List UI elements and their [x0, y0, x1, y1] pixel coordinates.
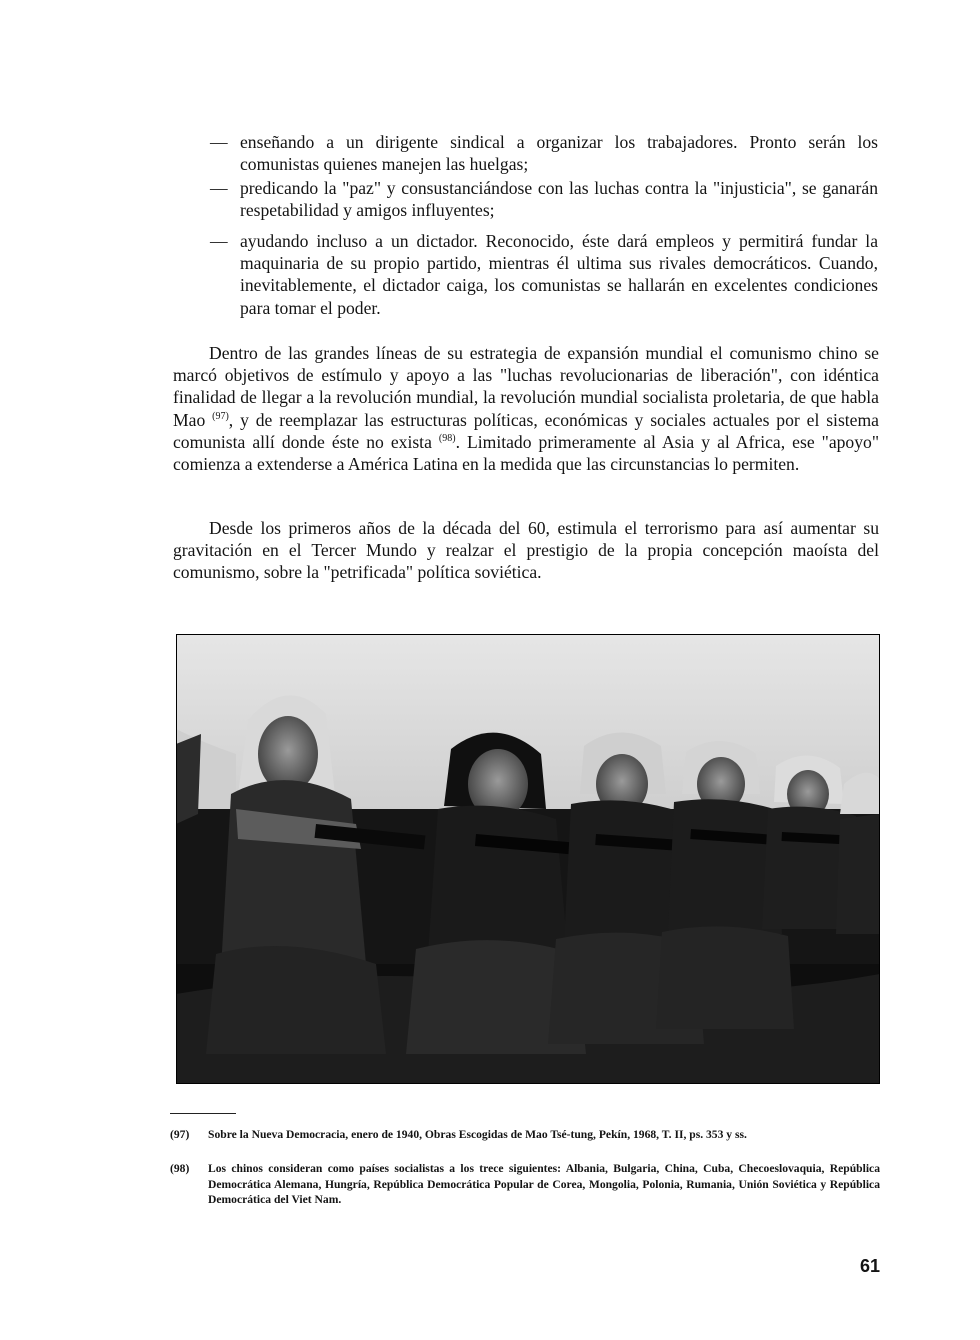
- bullet-dash: —: [210, 178, 228, 198]
- photograph: [176, 634, 880, 1084]
- photo-illustration: [176, 634, 880, 1084]
- footnote-rule: [170, 1113, 236, 1114]
- footnote-reference[interactable]: (98): [438, 432, 456, 444]
- paragraph-text: . Limitado primeramente al Asia y al Africa, ese "apoyo" comienza a extenderse a América Latina en la medida que las circunstancias lo permiten.: [173, 431, 880, 475]
- footnote-text: Sobre la Nueva Democracia, enero de 1940, Obras Escogidas de Mao Tsé-tung, Pekín, 1968, T. II, ps. 353 y ss.: [208, 1128, 747, 1141]
- paragraph-text: , y de reemplazar las estructuras políticas, económicas y sociales actuales por el sistema comunista allí donde éste no exista: [173, 409, 879, 452]
- bullet-dash: —: [210, 231, 228, 251]
- bullet-text: predicando la "paz" y consustanciándose con las luchas contra la "injusticia", se ganarán respetabilidad y amigos influyentes;: [240, 178, 878, 221]
- footnote: [170, 1161, 880, 1208]
- footnote-text: Los chinos consideran como países socialistas a los trece siguientes: Albania, Bulgaria, China, Cuba, Checoeslovaquia, República Democrática Alemana, Hungría, República Democrática Popular de Corea, Mongolia, Polonia, Rumania, Unión Soviética y República Democrática del Viet Nam.: [208, 1162, 880, 1207]
- bullet-text: enseñando a un dirigente sindical a organizar los trabajadores. Pronto serán los comunistas quienes manejen las huelgas;: [240, 132, 878, 175]
- footnote-number: (98): [170, 1162, 190, 1175]
- footnote-reference[interactable]: (97): [212, 410, 229, 422]
- body-paragraph: [173, 342, 879, 475]
- bullet-item: [210, 230, 878, 319]
- bullet-item: [210, 177, 878, 221]
- bullet-text: ayudando incluso a un dictador. Reconocido, éste dará empleos y permitirá fundar la maquinaria de su propio partido, mientras él ultima sus rivales democráticos. Cuando, inevitablemente, el dictador caiga, los comunistas se hallarán en excelentes condiciones para tomar el poder.: [240, 231, 878, 318]
- bullet-dash: —: [210, 132, 228, 152]
- page-number: 61: [859, 1256, 880, 1276]
- bullet-item: [210, 131, 878, 175]
- paragraph-text: Dentro de las grandes líneas de su estrategia de expansión mundial el comunismo chino se marcó objetivos de estímulo y apoyo a las "luchas revolucionarias de liberación", con idéntica finalidad de llegar a la revolución mundial, la revolución mundial socialista proletaria, de que habla Mao: [173, 343, 879, 430]
- footnote: [170, 1127, 880, 1143]
- body-paragraph: Desde los primeros años de la década del 60, estimula el terrorismo para así aumentar su gravitación en el Tercer Mundo y realzar el prestigio de la propia concepción maoísta del comunismo, sobre la "petrificada" política soviética.: [173, 518, 879, 583]
- footnote-number: (97): [170, 1128, 190, 1141]
